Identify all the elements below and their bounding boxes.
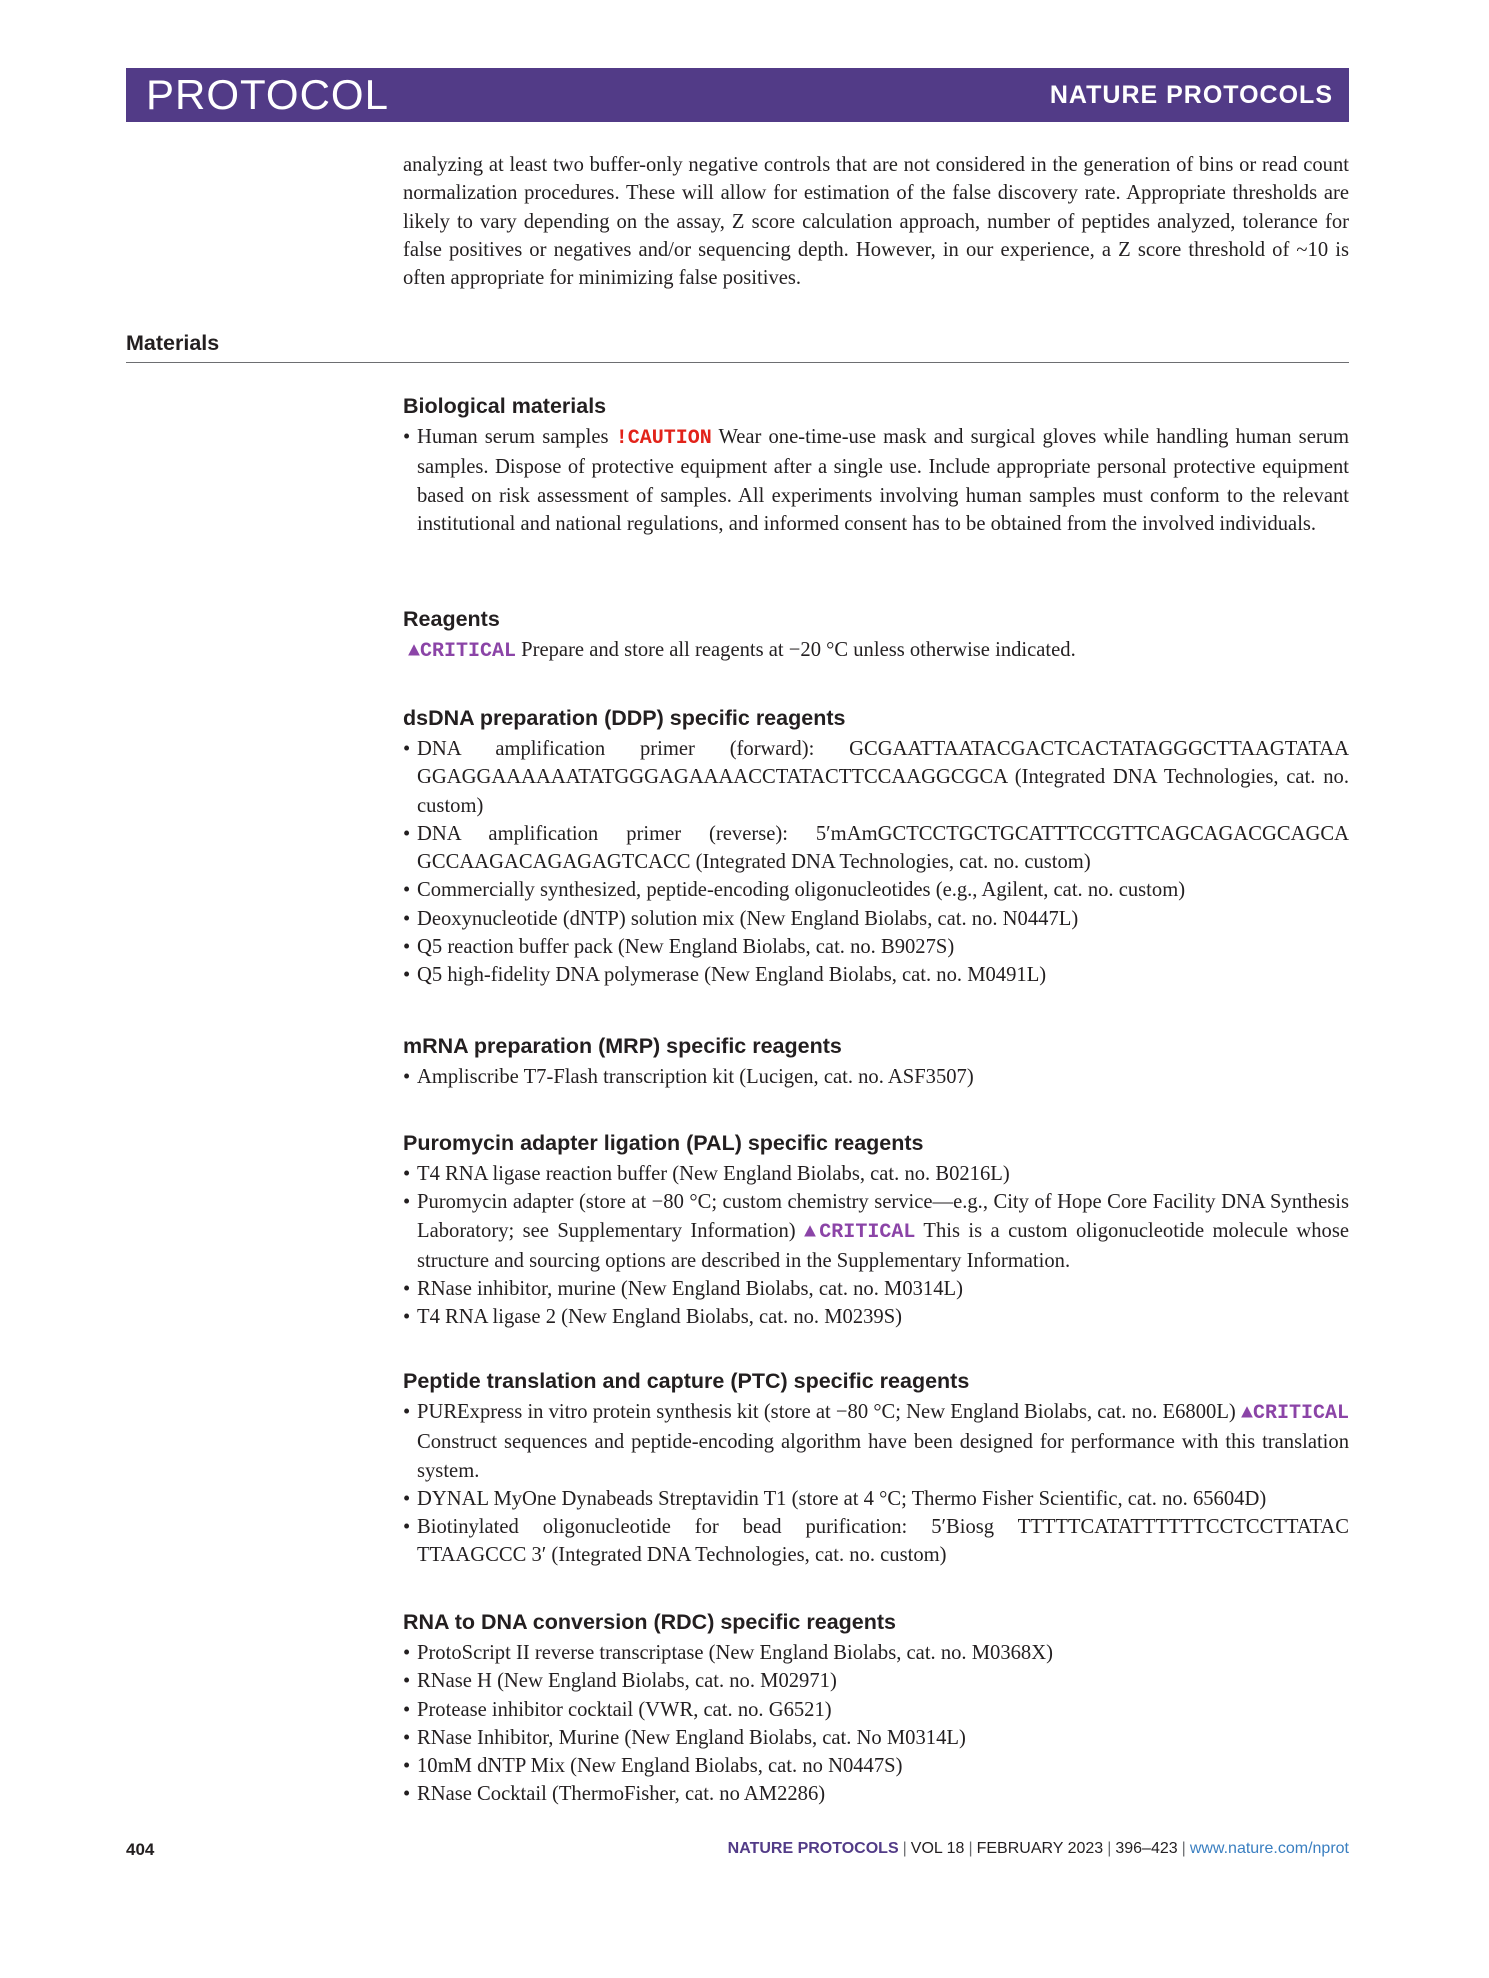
mrp-section — [403, 1031, 1349, 1091]
footer-pages: 396–423 — [1115, 1840, 1178, 1857]
list-item: • 10mM dNTP Mix (New England Biolabs, cat. no N0447S) — [403, 1752, 1349, 1780]
critical-label: ▲CRITICAL — [1240, 1402, 1349, 1425]
list-item: • DNA amplification primer (forward): GCGAATTAATACGACTCACTATAGGGCTTAAGTATAA GGAGGAAAAAATATGGGAGAAAACCTATACTTCCAAGGCGCA (Integrated DNA Technologies, cat. no. custom) — [403, 735, 1349, 820]
list-item: • Q5 reaction buffer pack (New England Biolabs, cat. no. B9027S) — [403, 933, 1349, 961]
reagents-section — [403, 604, 1349, 666]
mrp-title: mRNA preparation (MRP) specific reagents — [403, 1034, 842, 1058]
list-item: • DNA amplification primer (reverse): 5′mAmGCTCCTGCTGCATTTCCGTTCAGCAGACGCAGCA GCCAAGACAGAGAGTCACC (Integrated DNA Technologies, cat. no. custom) — [403, 820, 1349, 877]
list-item: • Puromycin adapter (store at −80 °C; custom chemistry service—e.g., City of Hope Core Facility DNA Synthesis Laboratory; see Supplementary Information) ▲CRITICAL This is a custom oligonucleotide molecule whose structure and sourcing options are described in the Supplementary Information. — [403, 1188, 1349, 1275]
list-item: • RNase H (New England Biolabs, cat. no. M02971) — [403, 1667, 1349, 1695]
list-item: • RNase Cocktail (ThermoFisher, cat. no AM2286) — [403, 1780, 1349, 1808]
journal-label: NATURE PROTOCOLS — [1049, 81, 1333, 109]
list-item: • Deoxynucleotide (dNTP) solution mix (New England Biolabs, cat. no. N0447L) — [403, 905, 1349, 933]
reagents-critical-text: Prepare and store all reagents at −20 °C unless otherwise indicated. — [516, 639, 1076, 661]
critical-label: ▲CRITICAL — [804, 1220, 916, 1244]
intro-paragraph: analyzing at least two buffer-only negative controls that are not considered in the generation of bins or read count normalization procedures. These will allow for estimation of the false discovery rate. Appropriate thresholds are likely to vary depending on the assay, Z score calculation approach, number of peptides analyzed, tolerance for false positives or negatives and/or sequencing depth. However, in our experience, a Z score threshold of ~10 is often appropriate for minimizing false positives. — [403, 154, 1349, 290]
ddp-section — [403, 703, 1349, 990]
intro-paragraph-block — [403, 151, 1349, 292]
footer-url-link[interactable]: www.nature.com/nprot — [1189, 1840, 1349, 1857]
ddp-title: dsDNA preparation (DDP) specific reagents — [403, 706, 846, 730]
list-item: • Biotinylated oligonucleotide for bead purification: 5′Biosg TTTTTCATATTTTTTCCTCCTTATAC TTAAGCCC 3′ (Integrated DNA Technologies, cat. no. custom) — [403, 1513, 1349, 1570]
ptc-section — [403, 1366, 1349, 1570]
pal-section — [403, 1128, 1349, 1332]
list-item: • Ampliscribe T7-Flash transcription kit (Lucigen, cat. no. ASF3507) — [403, 1063, 1349, 1091]
list-item: • ProtoScript II reverse transcriptase (New England Biolabs, cat. no. M0368X) — [403, 1639, 1349, 1667]
list-item: • T4 RNA ligase 2 (New England Biolabs, cat. no. M0239S) — [403, 1303, 1349, 1331]
list-item: • DYNAL MyOne Dynabeads Streptavidin T1 (store at 4 °C; Thermo Fisher Scientific, cat. no. 65604D) — [403, 1485, 1349, 1513]
reagents-title: Reagents — [403, 607, 500, 631]
list-item: • T4 RNA ligase reaction buffer (New England Biolabs, cat. no. B0216L) — [403, 1160, 1349, 1188]
section-label: PROTOCOL — [146, 71, 389, 118]
footer-date: FEBRUARY 2023 — [976, 1840, 1104, 1857]
list-item: • RNase inhibitor, murine (New England Biolabs, cat. no. M0314L) — [403, 1275, 1349, 1303]
footer-citation: NATURE PROTOCOLS | VOL 18 | FEBRUARY 2023 | 396–423 | www.nature.com/nprot — [727, 1840, 1349, 1857]
pal-title: Puromycin adapter ligation (PAL) specific reagents — [403, 1131, 924, 1155]
list-item: • Q5 high-fidelity DNA polymerase (New England Biolabs, cat. no. M0491L) — [403, 961, 1349, 989]
ptc-title: Peptide translation and capture (PTC) specific reagents — [403, 1369, 970, 1393]
critical-label: ▲CRITICAL — [408, 640, 517, 663]
bio-section — [403, 391, 1349, 538]
materials-heading: Materials — [126, 331, 220, 355]
list-item: • PURExpress in vitro protein synthesis kit (store at −80 °C; New England Biolabs, cat. no. E6800L) ▲CRITICAL Construct sequences and peptide-encoding algorithm have been designed for performance with this translation system. — [403, 1398, 1349, 1485]
footer-volume: VOL 18 — [910, 1840, 965, 1857]
rdc-title: RNA to DNA conversion (RDC) specific reagents — [403, 1610, 896, 1634]
list-item: • RNase Inhibitor, Murine (New England Biolabs, cat. No M0314L) — [403, 1724, 1349, 1752]
section-divider — [126, 362, 1349, 363]
rdc-section — [403, 1607, 1349, 1809]
list-item: • Commercially synthesized, peptide-encoding oligonucleotides (e.g., Agilent, cat. no. custom) — [403, 876, 1349, 904]
page-number: 404 — [126, 1840, 155, 1859]
list-item: • Human serum samples !CAUTION Wear one-time-use mask and surgical gloves while handling human serum samples. Dispose of protective equipment after a single use. Include appropriate personal protective equipment based on risk assessment of samples. All experiments involving human samples must conform to the relevant institutional and national regulations, and informed consent has to be obtained from the involved individuals. — [403, 423, 1349, 538]
caution-label: !CAUTION — [615, 427, 712, 450]
list-item: • Protease inhibitor cocktail (VWR, cat. no. G6521) — [403, 1696, 1349, 1724]
footer-journal: NATURE PROTOCOLS — [727, 1840, 899, 1857]
bio-title: Biological materials — [403, 394, 607, 418]
header-banner — [126, 68, 1349, 122]
